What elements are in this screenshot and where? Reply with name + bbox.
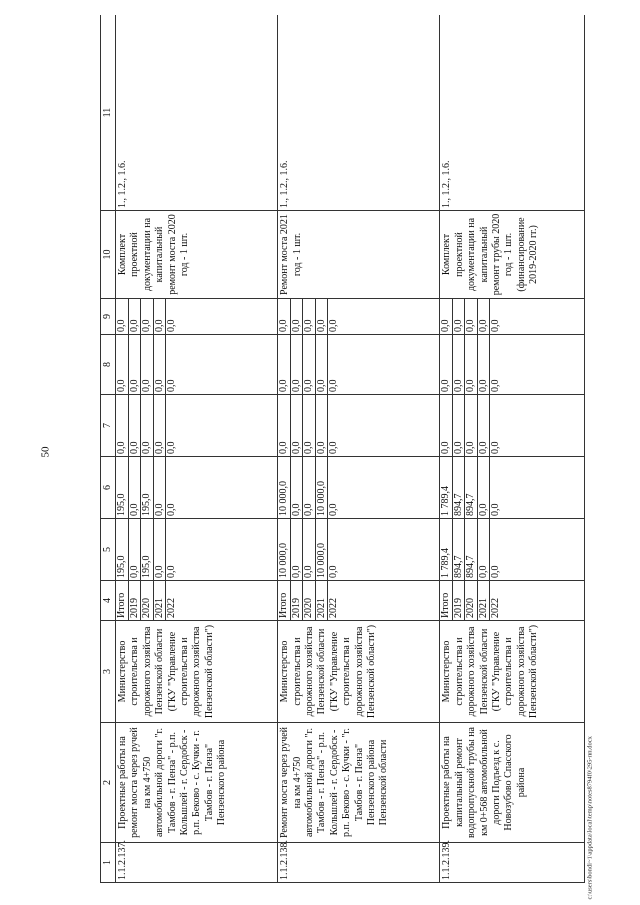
column-number: 3 bbox=[101, 621, 116, 723]
year-cell: Итого bbox=[440, 581, 453, 620]
amount-list bbox=[278, 335, 440, 395]
amount-cell: 0,0 bbox=[154, 519, 167, 580]
amount-list bbox=[278, 395, 440, 457]
amount-cell: 0,0 bbox=[490, 503, 502, 516]
column-number: 1 bbox=[101, 843, 116, 883]
amount-cell: 0,0 bbox=[478, 457, 491, 518]
amount-cell: 0,0 bbox=[303, 395, 316, 456]
year-cell: 2022 bbox=[490, 598, 502, 618]
indicator-link: 1., 1.2., 1.6. bbox=[440, 15, 585, 211]
amount-cell: 0,0 bbox=[490, 379, 502, 392]
amount-cell: 0,0 bbox=[141, 335, 154, 394]
amount-cell: 0,0 bbox=[316, 335, 329, 394]
amount-cell: 0,0 bbox=[166, 379, 177, 392]
amount-cell: 0,0 bbox=[129, 519, 142, 580]
amount-cell: 0,0 bbox=[116, 335, 129, 394]
activity-number: 1.1.2.138. bbox=[278, 843, 440, 883]
footer-file-path: c:\users\bondi~1\appdata\local\temp\notes8794f0\295-пп.docx bbox=[586, 736, 594, 900]
amount-cell: 10 000,0 bbox=[316, 519, 329, 580]
amount-list bbox=[116, 519, 278, 581]
amount-cell: 0,0 bbox=[278, 335, 291, 394]
amount-cell: 0,0 bbox=[453, 395, 466, 456]
year-cell: Итого bbox=[116, 581, 129, 620]
amount-cell: 894,7 bbox=[465, 519, 478, 580]
amount-cell: 0,0 bbox=[303, 457, 316, 518]
amount-cell: 0,0 bbox=[328, 441, 340, 454]
amount-cell: 195,0 bbox=[116, 457, 129, 518]
amount-cell: 195,0 bbox=[141, 457, 154, 518]
year-cell: 2019 bbox=[453, 581, 466, 620]
column-number: 10 bbox=[101, 211, 116, 299]
year-cell: Итого bbox=[278, 581, 291, 620]
amount-cell: 894,7 bbox=[453, 457, 466, 518]
amount-cell: 0,0 bbox=[453, 335, 466, 394]
amount-cell: 0,0 bbox=[478, 299, 491, 334]
amount-cell: 0,0 bbox=[453, 299, 466, 334]
year-cell: 2020 bbox=[141, 581, 154, 620]
indicator-link: 1., 1.2., 1.6. bbox=[278, 15, 440, 211]
amount-cell: 0,0 bbox=[291, 457, 304, 518]
column-number: 5 bbox=[101, 519, 116, 581]
amount-cell: 0,0 bbox=[465, 395, 478, 456]
amount-cell: 1 789,4 bbox=[440, 457, 453, 518]
year-cell: 2020 bbox=[465, 581, 478, 620]
amount-list bbox=[116, 299, 278, 335]
amount-cell: 0,0 bbox=[328, 503, 340, 516]
year-list bbox=[440, 581, 585, 621]
amount-list bbox=[278, 299, 440, 335]
amount-cell: 0,0 bbox=[478, 335, 491, 394]
column-number: 8 bbox=[101, 335, 116, 395]
amount-cell: 0,0 bbox=[440, 335, 453, 394]
column-number: 2 bbox=[101, 723, 116, 843]
column-number: 6 bbox=[101, 457, 116, 519]
year-cell: 2019 bbox=[129, 581, 142, 620]
page-number: 50 bbox=[39, 446, 52, 458]
amount-list bbox=[440, 299, 585, 335]
amount-cell: 0,0 bbox=[116, 395, 129, 456]
amount-cell: 0,0 bbox=[316, 299, 329, 334]
amount-cell: 0,0 bbox=[478, 519, 491, 580]
activity-name: Проектные работы на ремонт моста через ручей на км 4+750 автомобильной дороги "г. Тамбов - г. Пенза" - р.п. Кольшлей - г. Сердобск - р.п. Беково - с. Кучки - г. Тамбов - г. Пенза" Пензенского района bbox=[116, 723, 278, 843]
amount-cell: 0,0 bbox=[154, 457, 167, 518]
year-cell: 2021 bbox=[154, 581, 167, 620]
amount-cell: 0,0 bbox=[129, 299, 142, 334]
year-cell: 2022 bbox=[166, 598, 177, 618]
amount-cell: 0,0 bbox=[278, 395, 291, 456]
amount-cell: 0,0 bbox=[154, 395, 167, 456]
amount-cell: 0,0 bbox=[154, 335, 167, 394]
amount-cell: 0,0 bbox=[303, 519, 316, 580]
year-list bbox=[116, 581, 278, 621]
column-number: 9 bbox=[101, 299, 116, 335]
table-row bbox=[116, 15, 278, 883]
table-row bbox=[440, 15, 585, 883]
amount-cell: 0,0 bbox=[116, 299, 129, 334]
executor: Министерство строительства и дорожного хозяйства Пензенской области (ГКУ "Управление строительства и дорожного хозяйства Пензенской области") bbox=[116, 621, 278, 723]
amount-cell: 195,0 bbox=[141, 519, 154, 580]
amount-cell: 0,0 bbox=[490, 441, 502, 454]
amount-cell: 0,0 bbox=[166, 565, 177, 578]
year-list bbox=[278, 581, 440, 621]
amount-list bbox=[440, 457, 585, 519]
amount-cell: 0,0 bbox=[129, 335, 142, 394]
amount-cell: 0,0 bbox=[129, 457, 142, 518]
expected-result: Ремонт моста 2021 год - 1 шт. bbox=[278, 211, 440, 299]
activity-number: 1.1.2.139. bbox=[440, 843, 585, 883]
amount-cell: 0,0 bbox=[440, 299, 453, 334]
amount-cell: 10 000,0 bbox=[316, 457, 329, 518]
column-number-row bbox=[101, 15, 116, 883]
table-row bbox=[278, 15, 440, 883]
amount-cell: 0,0 bbox=[478, 395, 491, 456]
amount-cell: 894,7 bbox=[465, 457, 478, 518]
amount-cell: 0,0 bbox=[278, 299, 291, 334]
column-number: 4 bbox=[101, 581, 116, 621]
amount-cell: 0,0 bbox=[328, 319, 340, 332]
amount-list bbox=[440, 395, 585, 457]
amount-list bbox=[440, 335, 585, 395]
year-cell: 2021 bbox=[316, 581, 329, 620]
amount-cell: 0,0 bbox=[328, 565, 340, 578]
amount-cell: 0,0 bbox=[328, 379, 340, 392]
year-cell: 2022 bbox=[328, 598, 340, 618]
amount-list bbox=[116, 457, 278, 519]
year-cell: 2019 bbox=[291, 581, 304, 620]
amount-cell: 0,0 bbox=[166, 441, 177, 454]
executor: Министерство строительства и дорожного хозяйства Пензенской области (ГКУ "Управление строительства и дорожного хозяйства Пензенской области") bbox=[440, 621, 585, 723]
amount-list bbox=[116, 335, 278, 395]
amount-cell: 0,0 bbox=[291, 335, 304, 394]
rotated-table-area bbox=[100, 15, 585, 883]
amount-cell: 0,0 bbox=[141, 395, 154, 456]
amount-list bbox=[116, 395, 278, 457]
amount-cell: 10 000,0 bbox=[278, 519, 291, 580]
indicator-link: 1., 1.2., 1.6. bbox=[116, 15, 278, 211]
amount-cell: 0,0 bbox=[291, 299, 304, 334]
amount-cell: 0,0 bbox=[316, 395, 329, 456]
amount-list bbox=[278, 519, 440, 581]
amount-cell: 894,7 bbox=[453, 519, 466, 580]
executor: Министерство строительства и дорожного хозяйства Пензенской области (ГКУ "Управление строительства и дорожного хозяйства Пензенской области") bbox=[278, 621, 440, 723]
amount-cell: 0,0 bbox=[166, 319, 177, 332]
amount-cell: 0,0 bbox=[166, 503, 177, 516]
amount-cell: 0,0 bbox=[303, 299, 316, 334]
expected-result: Комплект проектной документации на капитальный ремонт трубы 2020 год - 1 шт. (финансирование 2019-2020 гг.) bbox=[440, 211, 585, 299]
amount-cell: 0,0 bbox=[490, 319, 502, 332]
amount-cell: 0,0 bbox=[291, 519, 304, 580]
amount-cell: 0,0 bbox=[303, 335, 316, 394]
amount-list bbox=[440, 519, 585, 581]
column-number: 11 bbox=[101, 15, 116, 211]
amount-cell: 0,0 bbox=[440, 395, 453, 456]
amount-cell: 195,0 bbox=[116, 519, 129, 580]
column-number: 7 bbox=[101, 395, 116, 457]
year-cell: 2020 bbox=[303, 581, 316, 620]
amount-cell: 0,0 bbox=[490, 565, 502, 578]
expected-result: Комплект проектной документации на капитальный ремонт моста 2020 год - 1 шт. bbox=[116, 211, 278, 299]
amount-cell: 0,0 bbox=[154, 299, 167, 334]
year-cell: 2021 bbox=[478, 581, 491, 620]
amount-cell: 1 789,4 bbox=[440, 519, 453, 580]
activity-name: Ремонт моста через ручей на км 4+750 автомобильной дороги "г. Тамбов - г. Пенза" - р.п. Кольшлей - г. Сердобск - р.п. Беково - с. Кучки - "г. Тамбов - г. Пенза" Пензенского района Пензенской области bbox=[278, 723, 440, 843]
amount-cell: 0,0 bbox=[291, 395, 304, 456]
amount-cell: 0,0 bbox=[129, 395, 142, 456]
amount-cell: 0,0 bbox=[465, 299, 478, 334]
amount-cell: 10 000,0 bbox=[278, 457, 291, 518]
activity-name: Проектные работы на капитальный ремонт водопропускной трубы на км 0+568 автомобильной дороги Подъезд к с. Новозубово Спасского района bbox=[440, 723, 585, 843]
activity-number: 1.1.2.137. bbox=[116, 843, 278, 883]
amount-cell: 0,0 bbox=[141, 299, 154, 334]
amount-cell: 0,0 bbox=[465, 335, 478, 394]
amount-list bbox=[278, 457, 440, 519]
program-activities-table bbox=[100, 15, 585, 883]
